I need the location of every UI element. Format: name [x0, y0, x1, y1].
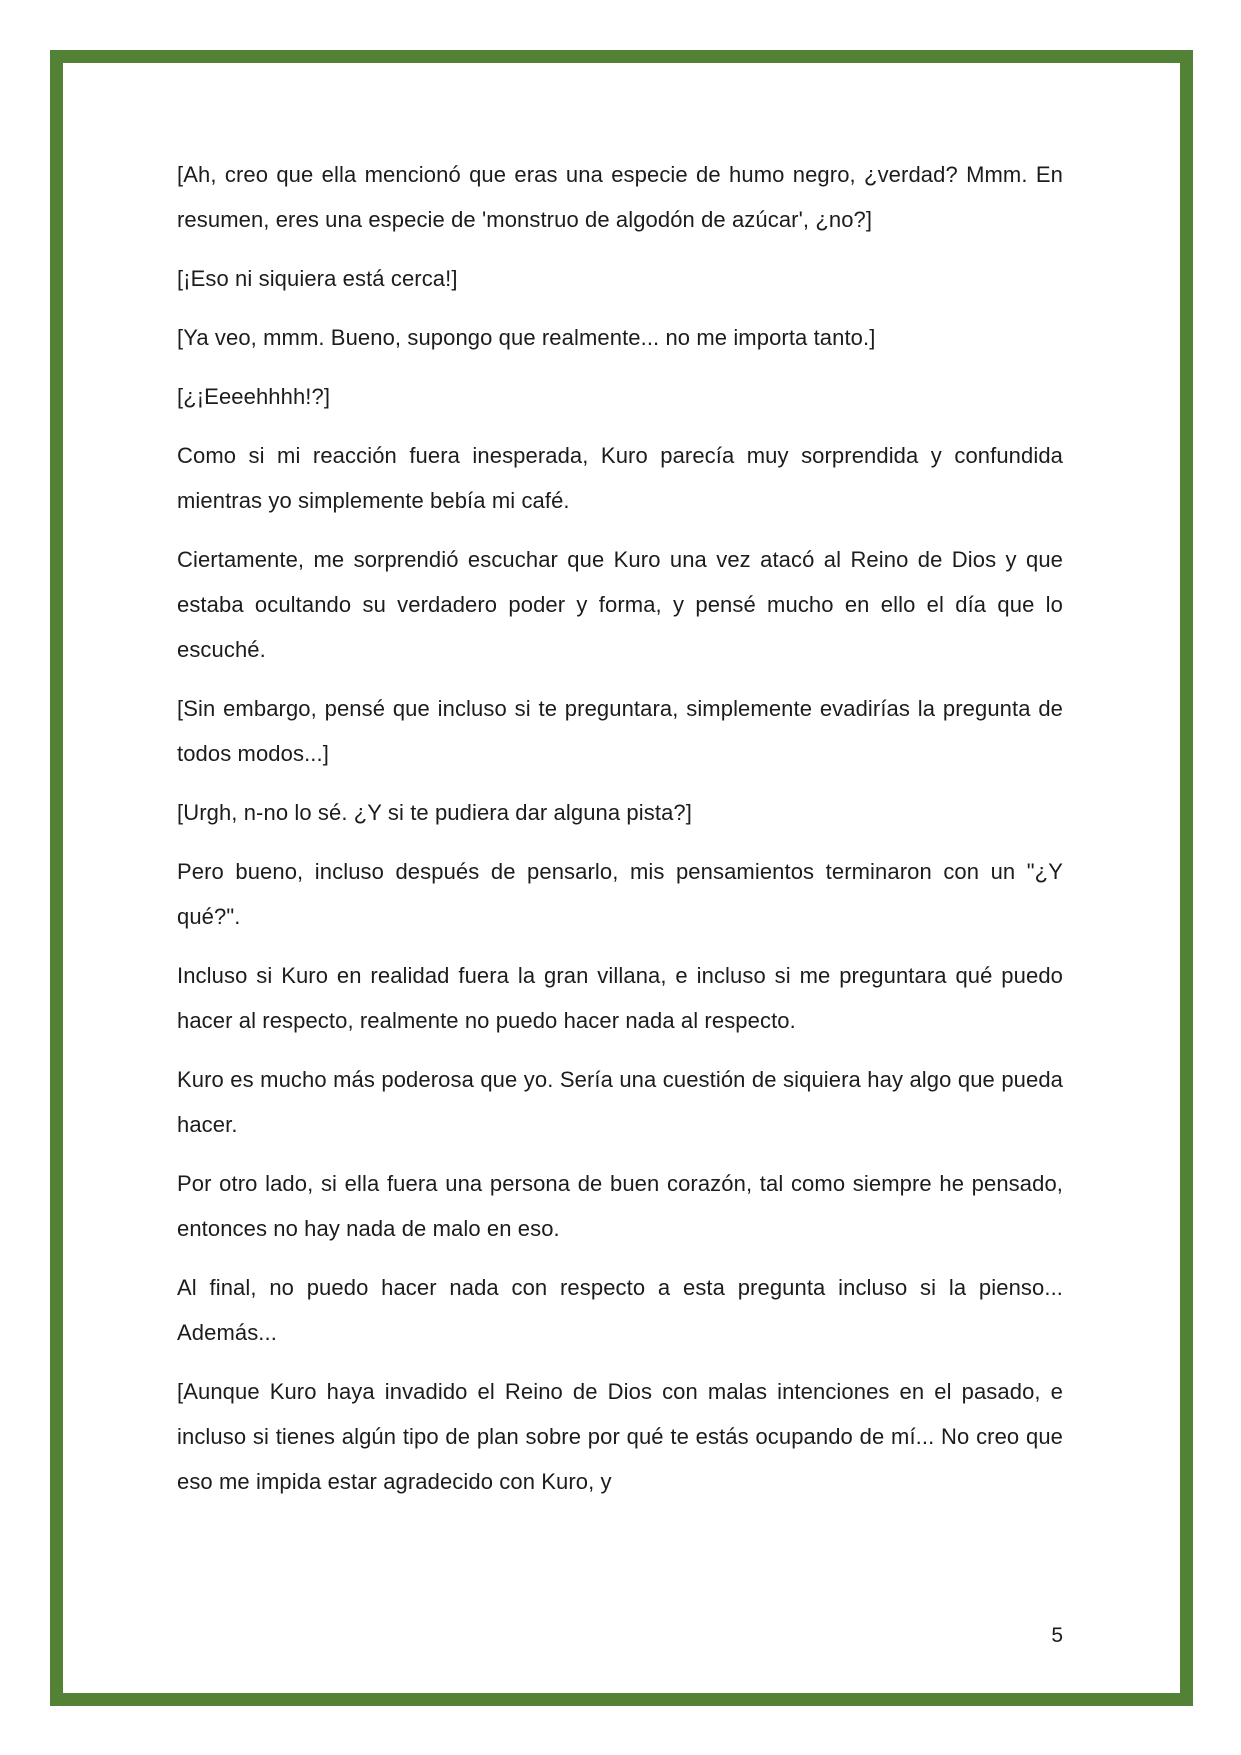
paragraph: [Aunque Kuro haya invadido el Reino de Dios con malas intenciones en el pasado, e incluso si tienes algún tipo de plan sobre por qué te estás ocupando de mí... No creo que eso me impida estar agradecido con Kuro, y — [177, 1379, 1063, 1494]
paragraph: [Urgh, n-no lo sé. ¿Y si te pudiera dar alguna pista?] — [177, 800, 692, 825]
paragraph: Ciertamente, me sorprendió escuchar que Kuro una vez atacó al Reino de Dios y que estaba ocultando su verdadero poder y forma, y pensé mucho en ello el día que lo escuché. — [177, 547, 1063, 662]
paragraph: [Ya veo, mmm. Bueno, supongo que realmente... no me importa tanto.] — [177, 325, 876, 350]
paragraph: Incluso si Kuro en realidad fuera la gran villana, e incluso si me preguntara qué puedo hacer al respecto, realmente no puedo hacer nada al respecto. — [177, 963, 1063, 1033]
paragraph: [Sin embargo, pensé que incluso si te preguntara, simplemente evadirías la pregunta de todos modos...] — [177, 696, 1063, 766]
paragraph: Pero bueno, incluso después de pensarlo, mis pensamientos terminaron con un "¿Y qué?". — [177, 859, 1063, 929]
paragraph: Como si mi reacción fuera inesperada, Kuro parecía muy sorprendida y confundida mientras yo simplemente bebía mi café. — [177, 443, 1063, 513]
page-number: 5 — [1051, 1624, 1063, 1647]
paragraph: [Ah, creo que ella mencionó que eras una especie de humo negro, ¿verdad? Mmm. En resumen, eres una especie de 'monstruo de algodón de azúcar', ¿no?] — [177, 162, 1063, 232]
paragraph: Al final, no puedo hacer nada con respecto a esta pregunta incluso si la pienso... Además... — [177, 1275, 1063, 1345]
document-body-text — [177, 152, 1063, 1518]
paragraph: Por otro lado, si ella fuera una persona de buen corazón, tal como siempre he pensado, entonces no hay nada de malo en eso. — [177, 1171, 1063, 1241]
page-border-frame — [50, 50, 1193, 1706]
paragraph: [¡Eso ni siquiera está cerca!] — [177, 266, 458, 291]
page-footer — [1051, 1623, 1063, 1649]
paragraph: [¿¡Eeeehhhh!?] — [177, 384, 331, 409]
paragraph: Kuro es mucho más poderosa que yo. Sería una cuestión de siquiera hay algo que pueda hacer. — [177, 1067, 1063, 1137]
